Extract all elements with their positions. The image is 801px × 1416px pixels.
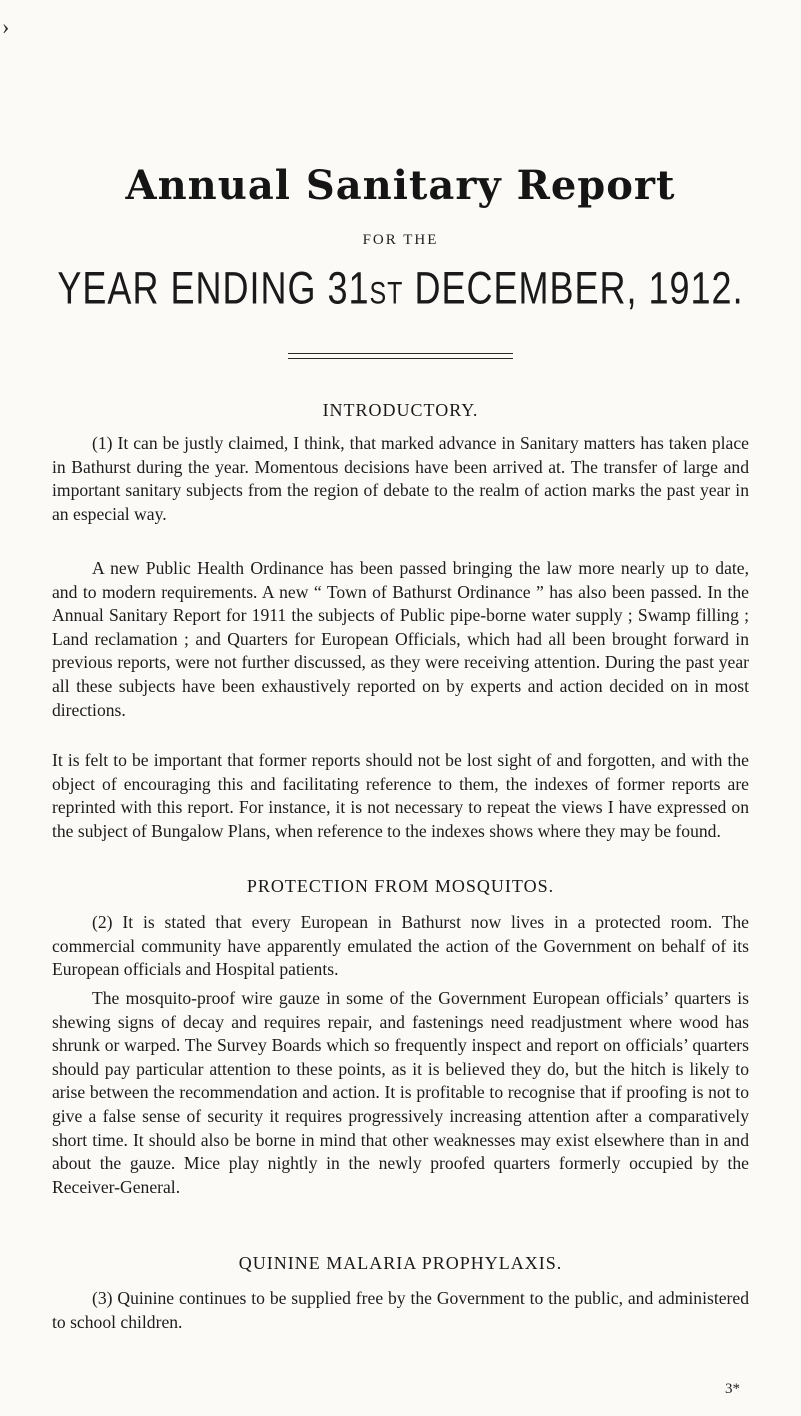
year-line-main: YEAR ENDING 31 xyxy=(57,262,370,314)
year-line-rest: DECEMBER, 1912. xyxy=(403,262,744,314)
heading-mosquitos: PROTECTION FROM MOSQUITOS. xyxy=(246,876,555,896)
heading-introductory: INTRODUCTORY. xyxy=(322,400,479,420)
scan-corner-mark: › xyxy=(2,14,10,39)
paragraph-mosquitos-1: (2) It is stated that every European in Bathurst now lives in a protected room. The commercial community have apparently emulated the action of the Government on behalf of its European officials and Hospital patients. xyxy=(52,912,749,980)
year-ending-line xyxy=(0,262,801,315)
paragraph-intro-2: A new Public Health Ordinance has been passed bringing the law more nearly up to date, and to modern requirements. A new “ Town of Bathurst Ordinance ” has also been passed. In the Annual Sanitary Report for 1911 the subjects of Public pipe-borne water supply ; Swamp filling ; Land reclamation ; and Quarters for European Officials, which had all been brought forward in previous reports, were not further discussed, as they were receiving attention. During the past year all these subjects have been exhaustively reported on by experts and action decided on in most directions. xyxy=(52,558,749,720)
report-title: Annual Sanitary Report xyxy=(125,162,676,209)
title-rule-top xyxy=(288,353,513,354)
title-rule-bottom xyxy=(288,358,513,359)
for-the-label: FOR THE xyxy=(362,232,439,248)
paragraph-intro-1: (1) It can be justly claimed, I think, that marked advance in Sanitary matters has taken place in Bathurst during the year. Momentous decisions have been arrived at. The transfer of large and important sanitary subjects from the region of debate to the realm of action marks the past year in an especial way. xyxy=(52,433,749,524)
paragraph-mosquitos-2: The mosquito-proof wire gauze in some of the Government European officials’ quarters is shewing signs of decay and requires repair, and fastenings need readjustment where wood has shrunk or warped. The Survey Boards which so frequently inspect and report on officials’ quarters should pay particular attention to these points, as it is believed they do, but the hitch is likely to arise between the recommendation and action. It is profitable to recognise that if proofing is not to give a false sense of security it requires progressively increasing attention after a comparatively short time. It should also be borne in mind that other weaknesses may exist elsewhere than in and about the gauze. Mice play nightly in the newly proofed quarters formerly occupied by the Receiver-General. xyxy=(52,988,749,1197)
paragraph-quinine-1: (3) Quinine continues to be supplied free by the Government to the public, and administered to school children. xyxy=(52,1288,749,1332)
paragraph-intro-3: It is felt to be important that former reports should not be lost sight of and forgotten, and with the object of encouraging this and facilitating reference to them, the indexes of former reports are reprinted with this report. For instance, it is not necessary to repeat the views I have expressed on the subject of Bungalow Plans, when reference to the indexes shows where they may be found. xyxy=(52,750,749,841)
year-line-ordinal: ST xyxy=(369,275,404,311)
heading-quinine: QUININE MALARIA PROPHYLAXIS. xyxy=(238,1253,563,1273)
page-number: 3* xyxy=(725,1381,740,1397)
